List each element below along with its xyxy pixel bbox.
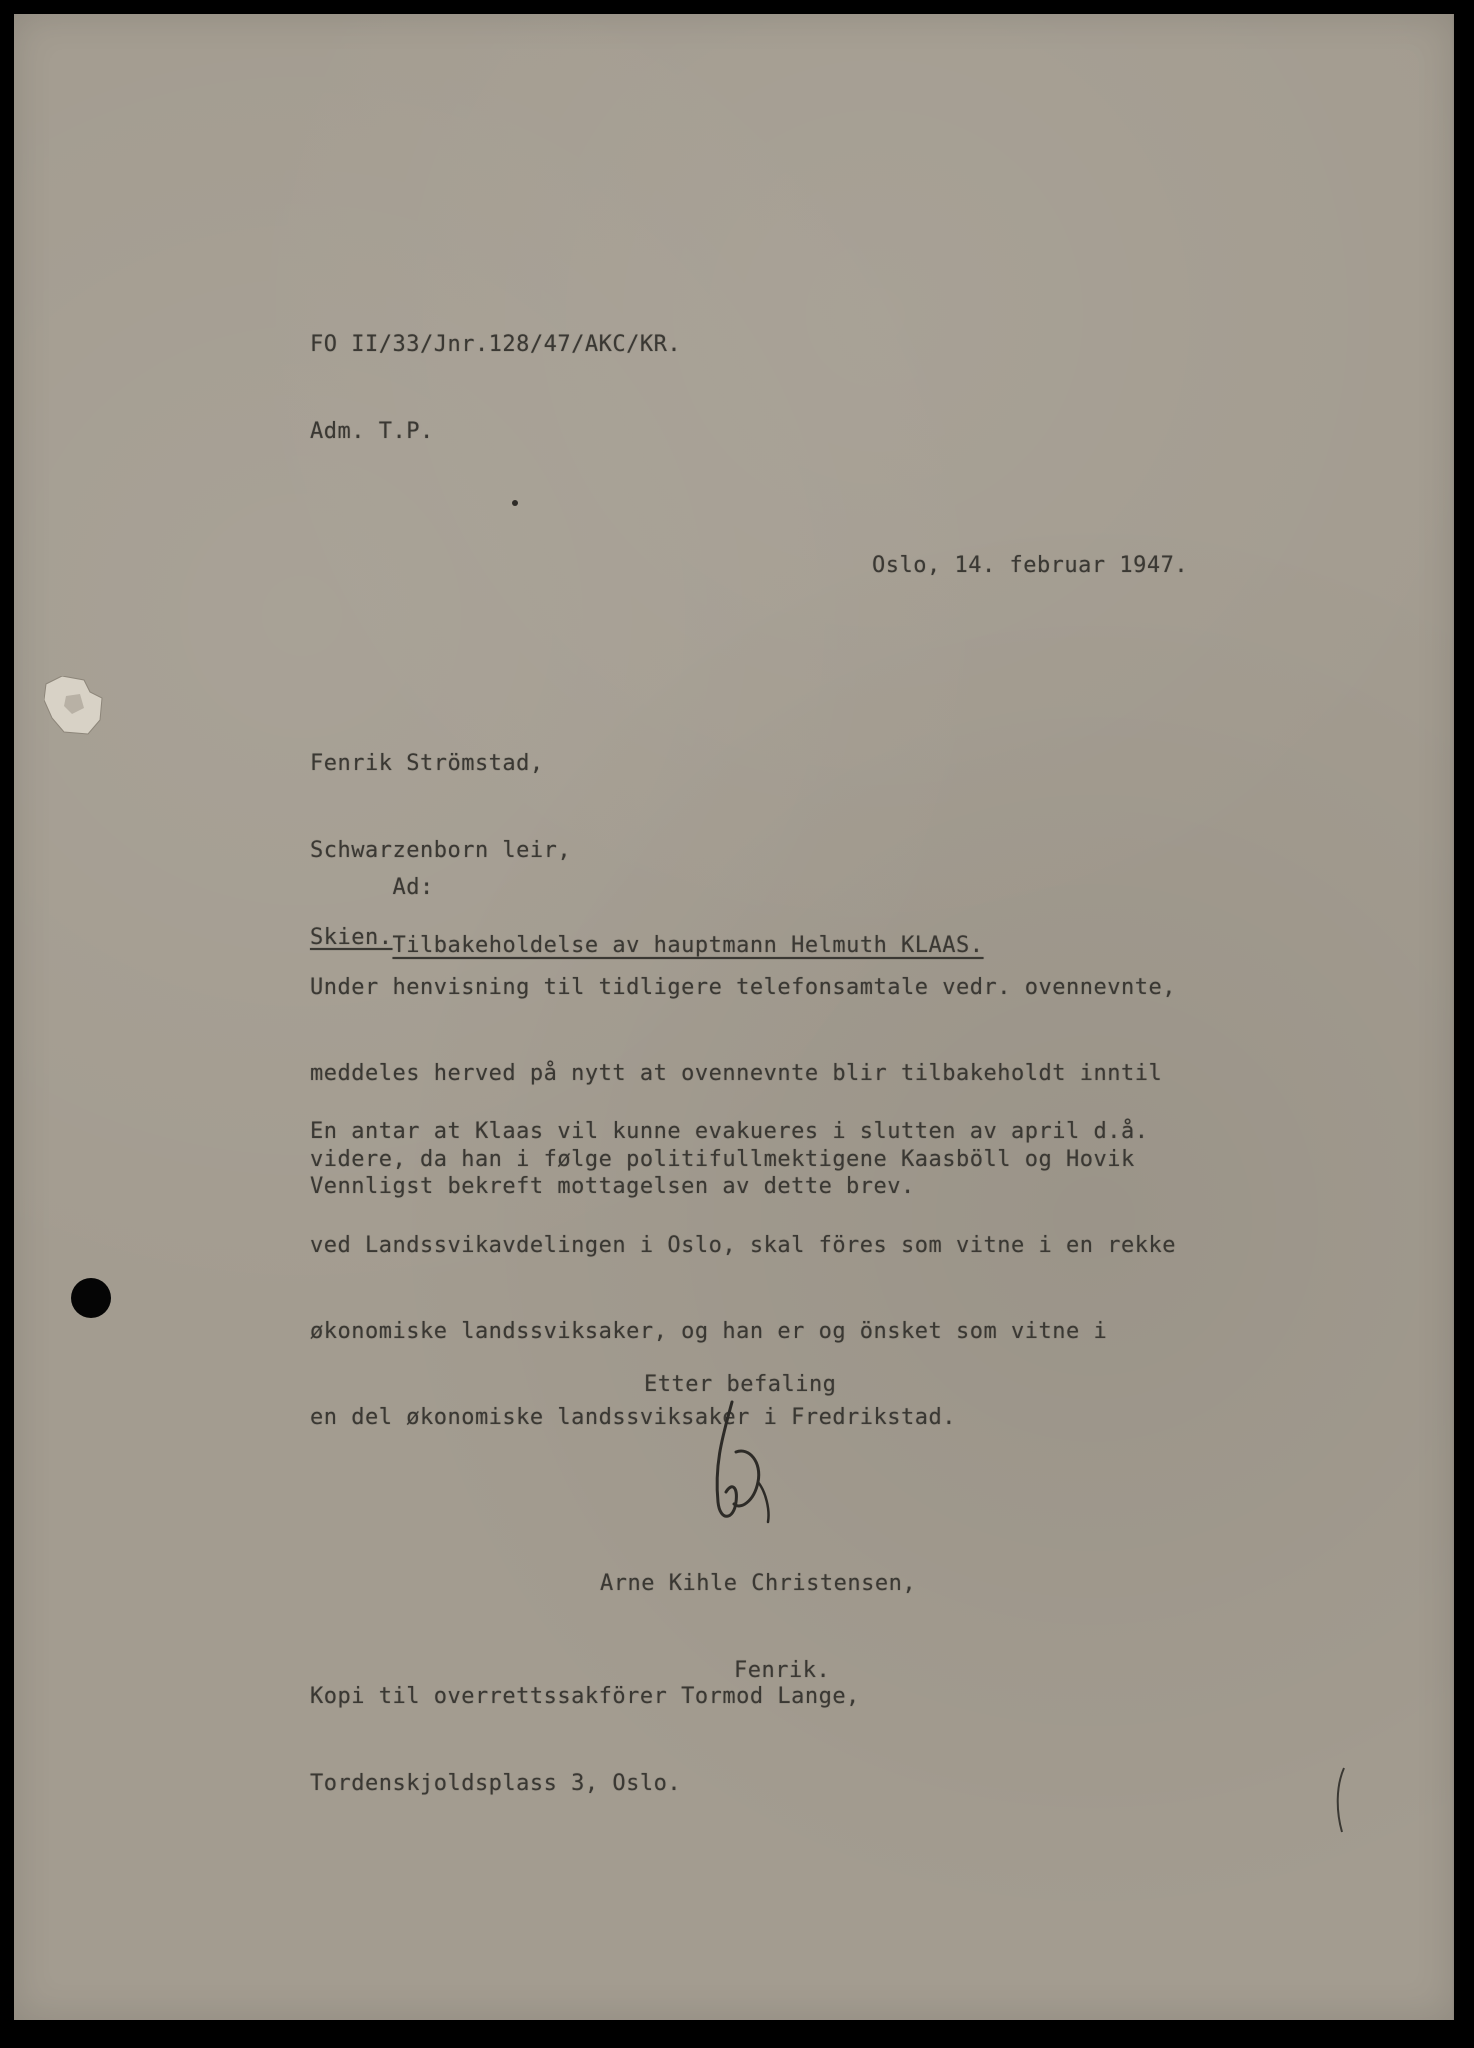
body-line: en del økonomiske landssviksaker i Fredrikstad. (310, 1405, 957, 1430)
recipient-city: Skien. (310, 925, 393, 950)
subject-text: Tilbakeholdelse av hauptmann Helmuth KLAAS. (392, 933, 984, 958)
date-line: Oslo, 14. februar 1947. (872, 553, 1189, 578)
subject-prefix: Ad: (392, 875, 434, 900)
signer-name: Arne Kihle Christensen, (600, 1571, 917, 1596)
recipient-location: Schwarzenborn leir, (310, 838, 572, 863)
copy-line: Kopi til overrettssakförer Tormod Lange, (310, 1684, 860, 1709)
signer-rank: Fenrik. (734, 1658, 831, 1683)
body-line: meddeles herved på nytt at ovennevnte blir tilbakeholdt inntil (310, 1061, 1163, 1086)
closing-line: Etter befaling (644, 1372, 837, 1397)
document-sheet (14, 14, 1454, 2020)
reference-block (310, 272, 681, 504)
punch-hole (71, 1278, 111, 1318)
reference-admin-line: Adm. T.P. (310, 419, 434, 444)
copy-address-line: Tordenskjoldsplass 3, Oslo. (310, 1771, 682, 1796)
confirmation-paragraph: Vennligst bekreft mottagelsen av dette brev. (310, 1174, 915, 1199)
recipient-name: Fenrik Strömstad, (310, 751, 544, 776)
body-line: økonomiske landssviksaker, og han er og önsket som vitne i (310, 1319, 1108, 1344)
sheet-edge-shadow (1452, 14, 1460, 2020)
body-line: ved Landssvikavdelingen i Oslo, skal föres som vitne i en rekke (310, 1233, 1176, 1258)
pencil-mark (1332, 1766, 1352, 1836)
body-line: Under henvisning til tidligere telefonsamtale vedr. ovennevnte, (310, 975, 1176, 1000)
evacuation-paragraph: En antar at Klaas vil kunne evakueres i slutten av april d.å. (310, 1119, 1149, 1144)
body-line: videre, da han i følge politifullmektigene Kaasböll og Hovik (310, 1147, 1135, 1172)
copy-recipient-block (310, 1624, 860, 1856)
torn-paper-fragment (44, 676, 106, 738)
reference-line: FO II/33/Jnr.128/47/AKC/KR. (310, 332, 682, 357)
ink-dot (512, 500, 518, 506)
